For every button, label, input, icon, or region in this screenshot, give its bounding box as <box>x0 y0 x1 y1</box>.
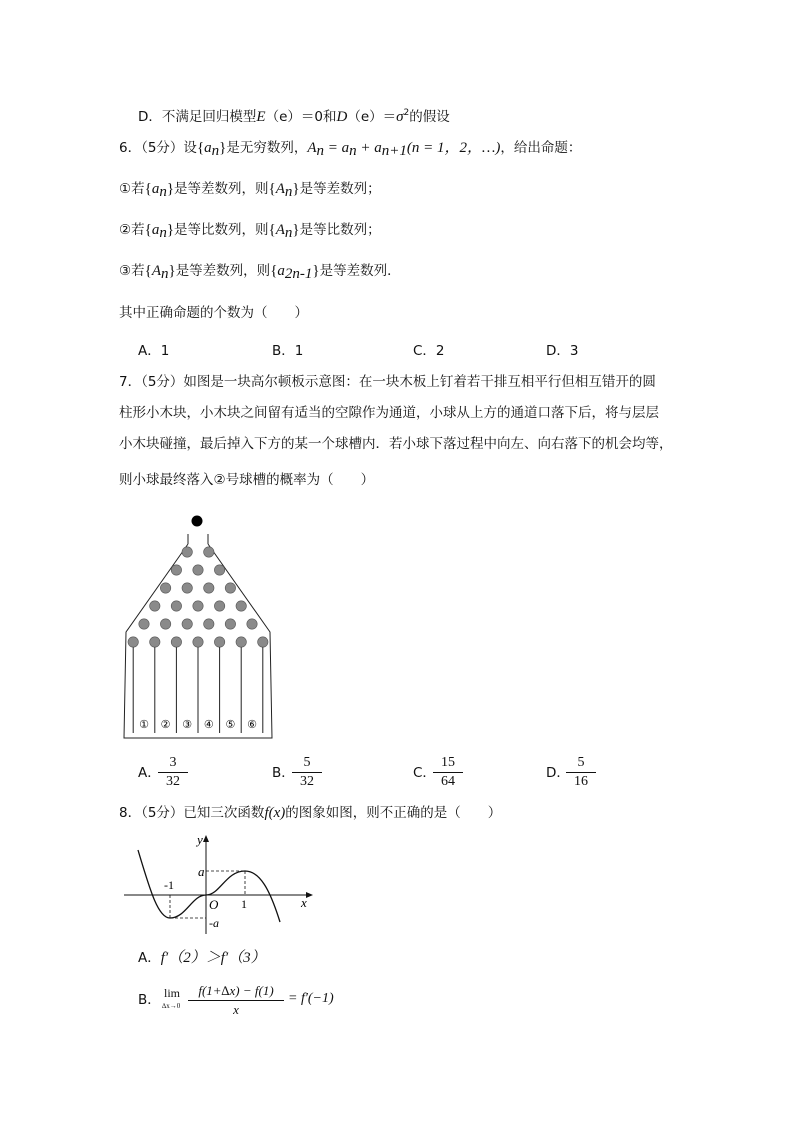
q8-option-a[interactable]: A．f′（2）＞f′（3） <box>138 950 266 966</box>
peg <box>225 583 235 593</box>
peg <box>258 637 268 647</box>
cubic-function-graph <box>120 830 320 940</box>
peg <box>193 601 203 611</box>
q7-option-d-fraction: $\frac{5}{16}$ <box>566 755 596 790</box>
q6-proposition-2: ②若$\{a_n\}$是等比数列，则$\{A_n\}$是等比数列； <box>119 222 381 241</box>
peg <box>182 619 192 629</box>
q7-stem-line-1: 7．（5分）如图是一块高尔顿板示意图：在一块木板上钉着若干排互相平行但相互错开的圆 <box>119 374 656 390</box>
slot-label: ③ <box>182 719 193 731</box>
q7-stem-line-2: 柱形小木块，小木块之间留有适当的空隙作为通道，小球从上方的通道口落下后，将与层层 <box>119 405 659 421</box>
slot-label: ⑥ <box>247 719 257 731</box>
peg <box>182 583 192 593</box>
peg <box>171 565 181 575</box>
q7-option-a-label[interactable]: A． <box>138 765 161 781</box>
peg <box>193 637 203 647</box>
peg <box>214 601 224 611</box>
origin-label: O <box>209 897 219 912</box>
neg-one-label: -1 <box>164 878 174 892</box>
q7-option-c-fraction: $\frac{15}{64}$ <box>433 755 463 790</box>
peg <box>204 619 214 629</box>
q7-option-b-label[interactable]: B． <box>272 765 295 781</box>
x-axis-label: x <box>301 895 307 910</box>
neg-a-label: -a <box>209 916 219 930</box>
q6-option-a[interactable]: A．1 <box>138 343 170 359</box>
peg <box>160 583 170 593</box>
peg <box>236 637 246 647</box>
q8-option-b-fraction: $\frac{f(1+\Delta x) - f(1)}{x}$ <box>188 983 284 1018</box>
y-axis-label: y <box>197 832 203 847</box>
one-label: 1 <box>241 897 247 911</box>
q7-option-a-fraction: $\frac{3}{32}$ <box>158 755 188 790</box>
slot-label: ② <box>160 719 171 731</box>
peg <box>150 601 160 611</box>
q8-option-b[interactable]: B． lim ∆x→0 $\frac{f(1+\Delta x) - f(1)}{x}$ = f′(−1) <box>138 983 334 1017</box>
q6-option-d[interactable]: D．3 <box>546 343 579 359</box>
peg <box>139 619 149 629</box>
q7-option-c-label[interactable]: C． <box>413 765 436 781</box>
q6-proposition-1: ①若$\{a_n\}$是等差数列，则$\{A_n\}$是等差数列； <box>119 181 381 200</box>
peg <box>128 637 138 647</box>
q6-option-b[interactable]: B．1 <box>272 343 304 359</box>
ball <box>192 516 203 527</box>
q6-proposition-3: ③若$\{A_n\}$是等差数列，则$\{a_{2n-1}\}$是等差数列． <box>119 263 401 282</box>
q6-question: 其中正确命题的个数为（ ） <box>119 305 308 321</box>
q8-stem: 8．（5分）已知三次函数f(x)的图象如图，则不正确的是（ ） <box>119 805 502 821</box>
peg <box>204 583 214 593</box>
peg <box>193 565 203 575</box>
a-label: a <box>198 864 205 879</box>
slot-label: ① <box>139 719 149 731</box>
peg <box>171 601 181 611</box>
slot-label: ④ <box>203 719 214 731</box>
peg <box>225 619 235 629</box>
q6-option-c[interactable]: C．2 <box>413 343 445 359</box>
q6-stem: 6．（5分）设$\{a_n\}$是无穷数列，$A_n = a_n + a_{n+1}(n = 1$，2，…)，给出命题： <box>119 140 582 159</box>
galton-board-figure <box>118 512 278 742</box>
peg <box>214 637 224 647</box>
peg <box>214 565 224 575</box>
peg <box>247 619 257 629</box>
q7-option-b-fraction: $\frac{5}{32}$ <box>292 755 322 790</box>
q7-stem-line-4: 则小球最终落入②号球槽的概率为（ ） <box>119 472 375 488</box>
q7-stem-line-3: 小木块碰撞，最后掉入下方的某一个球槽内．若小球下落过程中向左、向右落下的机会均等， <box>119 436 673 452</box>
peg <box>236 601 246 611</box>
peg <box>171 637 181 647</box>
peg <box>182 547 192 557</box>
peg <box>150 637 160 647</box>
peg <box>160 619 170 629</box>
slot-label: ⑤ <box>225 719 236 731</box>
peg <box>204 547 214 557</box>
q5-option-d: D．不满足回归模型E（e）＝0和$D(e)=\sigma^2$的假设 <box>138 108 450 125</box>
q7-option-d-label[interactable]: D． <box>546 765 570 781</box>
